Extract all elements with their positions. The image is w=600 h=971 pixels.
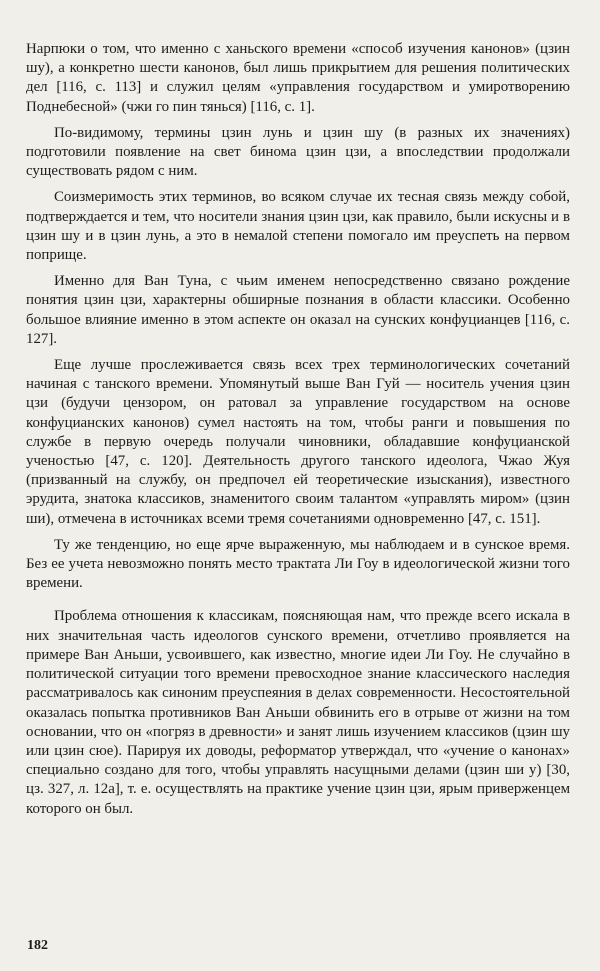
paragraph-7: Проблема отношения к классикам, поясняющая нам, что прежде всего искала в них значительная часть идеологов сунского времени, отчетливо проявляется на примере Ван Аньши, усвоившего, как известно, многие идеи Ли Гоу. Не случайно в политической ситуации того времени превосходное знание классического наследия рассматривалось как синоним преуспеяния в делах современности. Несостоятельной оказалась попытка противников Ван Аньши обвинить его в отрыве от жизни на том основании, что он «погряз в древности» и занят лишь изучением классиков (цзин шу или цзин сюе). Парируя их доводы, реформатор утверждал, что «учение о канонах» специально создано для того, чтобы управлять насущными делами (цзин ши у) [30, цз. 327, л. 12а], т. е. осуществлять на практике учение цзин цзи, ярым приверженцем которого он был.: [26, 608, 570, 817]
document-page: [26, 40, 570, 826]
page-number: 182: [27, 938, 48, 953]
paragraph-5: Еще лучше прослеживается связь всех трех терминологических сочетаний начиная с танского времени. Упомянутый выше Ван Гуй — носитель учения цзин цзи (будучи цензором, он ратовал за управление государством на основе конфуцианских канонов) сумел настоять на том, чтобы ранги и повышения по службе в первую очередь получали чиновники, обладавшие конфуцианской ученостью [47, с. 120]. Деятельность другого танского идеолога, Чжао Жуя (призванный на службу, он предпочел ей теоретические изыскания), известного эрудита, знатока классиков, знаменитого своим талантом «управлять миром» (цзин ши), отмечена в источниках всеми тремя сочетаниями одновременно [47, с. 151].: [26, 357, 570, 527]
paragraph-4: Именно для Ван Туна, с чьим именем непосредственно связано рождение понятия цзин цзи, характерны обширные познания в области классики. Особенно большое влияние именно в этом аспекте он оказал на сунских конфуцианцев [116, с. 127].: [26, 273, 570, 347]
paragraph-1: Нарпюки о том, что именно с ханьского времени «способ изучения канонов» (цзин шу), а конкретно шести канонов, был лишь прикрытием для решения политических дел [116, с. 113] и служил целям «управления государством и умиротворению Поднебесной» (чжи го пин тянься) [116, с. 1].: [26, 41, 570, 115]
paragraph-3: Соизмеримость этих терминов, во всяком случае их тесная связь между собой, подтверждается и тем, что носители знания цзин цзи, как правило, были искусны и в цзин шу и в цзин лунь, а это в немалой степени помогало им преуспеть на первом поприще.: [26, 189, 570, 264]
paragraph-6: Ту же тенденцию, но еще ярче выраженную, мы наблюдаем и в сунское время. Без ее учета невозможно понять место трактата Ли Гоу в идеологической жизни того времени.: [26, 536, 570, 592]
paragraph-2: По-видимому, термины цзин лунь и цзин шу (в разных их значениях) подготовили появление на свет бинома цзин цзи, а впоследствии продолжали существовать рядом с ним.: [26, 124, 570, 180]
